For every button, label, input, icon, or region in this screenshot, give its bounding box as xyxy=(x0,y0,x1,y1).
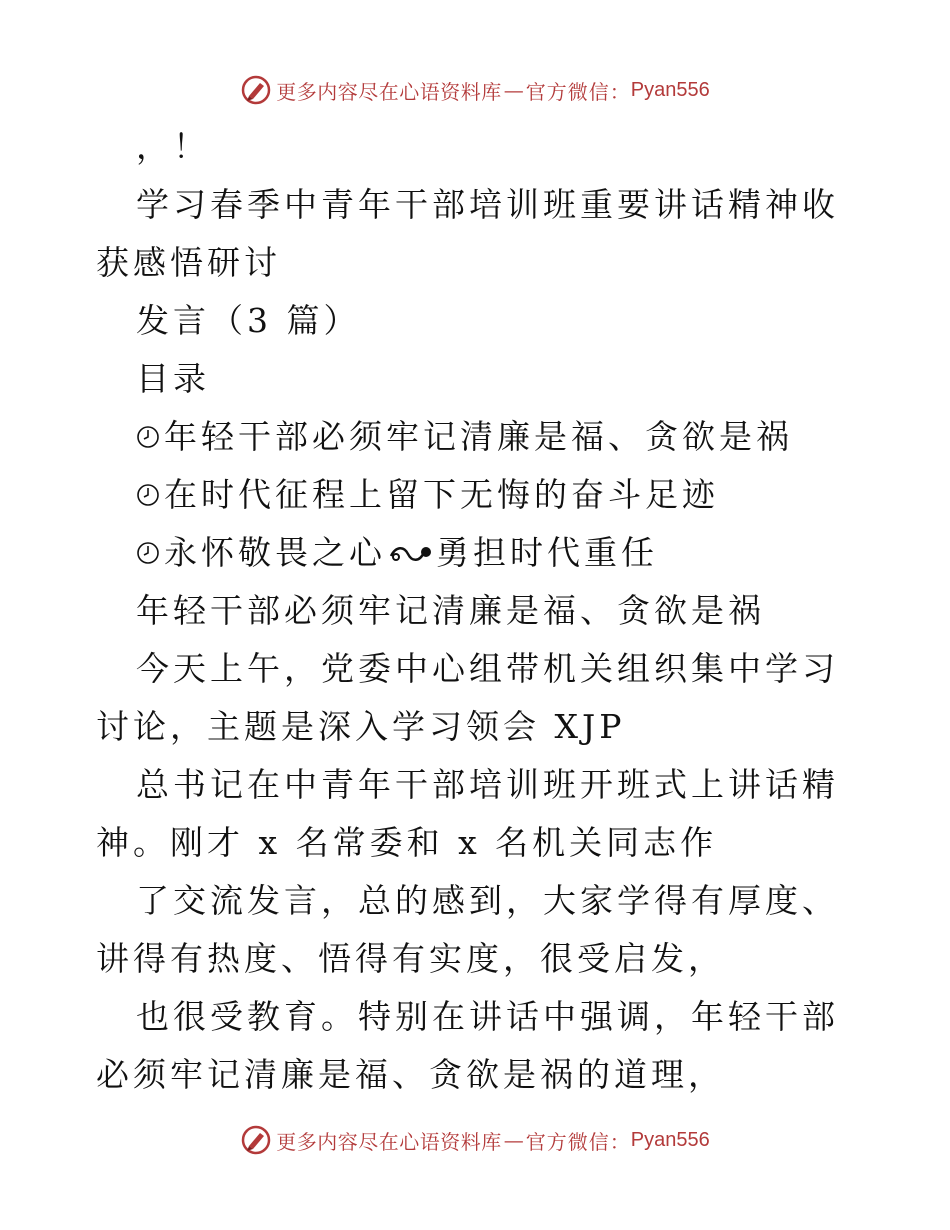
body-paragraph: 也很受教育。特别在讲话中强调，年轻干部必须牢记清廉是福、贪欲是祸的道理， xyxy=(96,997,839,1094)
document-body xyxy=(96,118,856,1104)
section-title: 年轻干部必须牢记清廉是福、贪欲是祸 xyxy=(136,591,765,630)
doc-title-count: 发言（3 篇） xyxy=(136,301,361,340)
toc-item-label: 在时代征程上留下无悔的奋斗足迹 xyxy=(164,475,719,514)
banner-wechat-label: 官方微信： xyxy=(525,1129,631,1154)
body-paragraph: 了交流发言，总的感到，大家学得有厚度、讲得有热度、悟得有实度，很受启发， xyxy=(96,881,839,978)
clock-icon xyxy=(136,483,160,507)
toc-item xyxy=(96,524,856,582)
toc-item-label: 永怀敬畏之心 xyxy=(164,533,386,572)
toc-item-label: 勇担时代重任 xyxy=(436,533,658,572)
banner-separator: — xyxy=(503,78,524,102)
doc-title: 学习春季中青年干部培训班重要讲话精神收获感悟研讨 xyxy=(96,185,839,282)
toc-item xyxy=(96,408,856,466)
ornament-icon xyxy=(388,542,434,564)
banner-text: 更多内容尽在心语资料库 xyxy=(276,1129,502,1154)
clock-icon xyxy=(136,425,160,449)
toc-item-label: 年轻干部必须牢记清廉是福、贪欲是祸 xyxy=(164,417,793,456)
body-paragraph: 今天上午，党委中心组带机关组织集中学习讨论，主题是深入学习领会 XJP xyxy=(96,649,839,746)
banner-text: 更多内容尽在心语资料库 xyxy=(276,79,502,104)
banner-separator: — xyxy=(503,1128,524,1152)
banner-wechat-id: Pyan556 xyxy=(630,78,710,101)
pen-logo-icon xyxy=(240,74,272,106)
clock-icon xyxy=(136,541,160,565)
toc-item xyxy=(96,466,856,524)
toc-heading: 目录 xyxy=(136,359,210,398)
banner-wechat-label: 官方微信： xyxy=(525,79,631,104)
body-paragraph: 总书记在中青年干部培训班开班式上讲话精神。刚才 x 名常委和 x 名机关同志作 xyxy=(96,765,839,862)
banner-wechat-id: Pyan556 xyxy=(630,1128,710,1151)
punct-line: ，！ xyxy=(136,127,210,166)
header-banner xyxy=(0,72,950,108)
pen-logo-icon xyxy=(240,1124,272,1156)
footer-banner xyxy=(0,1122,950,1158)
